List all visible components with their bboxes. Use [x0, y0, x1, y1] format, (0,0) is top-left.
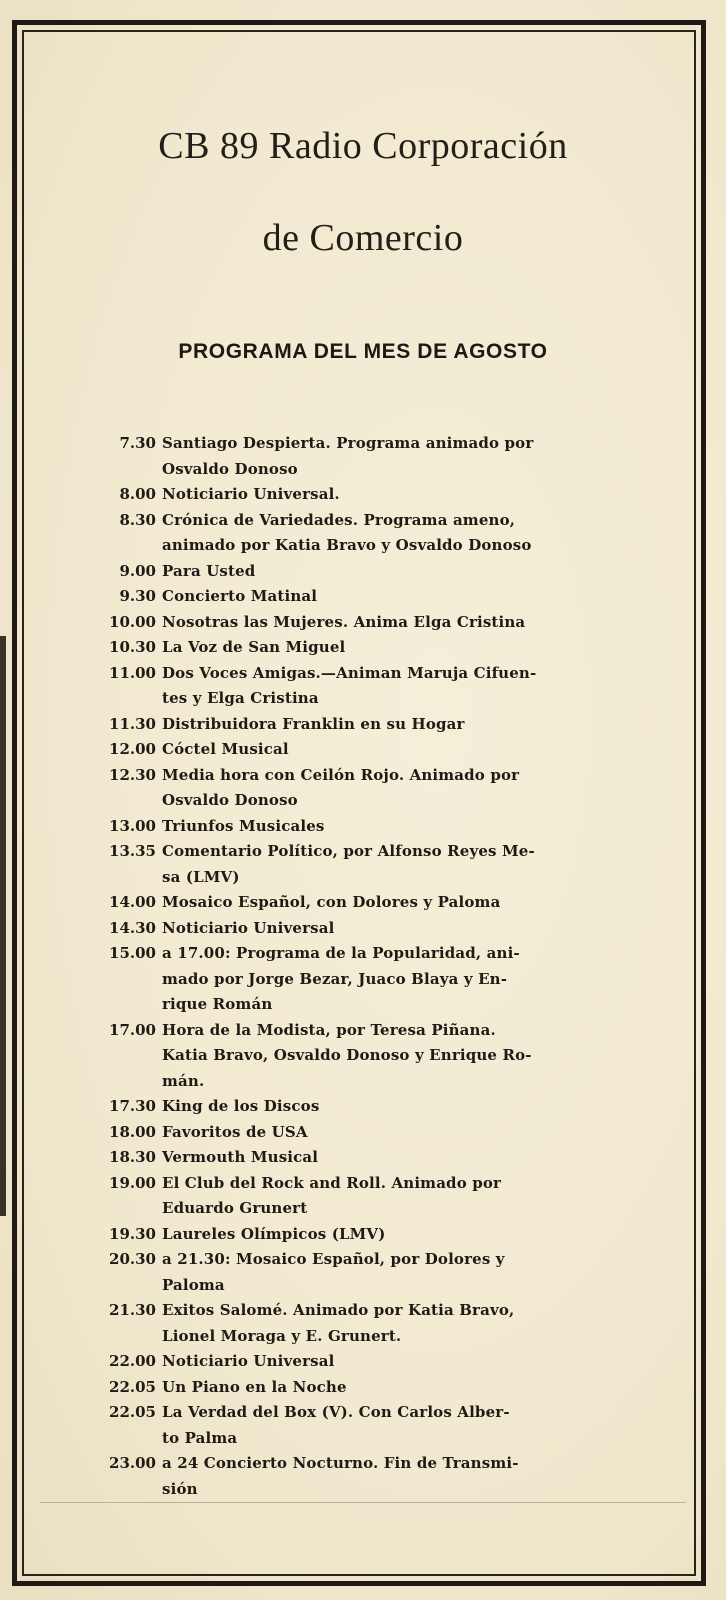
schedule-list [96, 431, 626, 1502]
schedule-time: 21.30 [109, 1301, 156, 1319]
schedule-description-line: Noticiario Universal. [162, 485, 340, 503]
schedule-time: 17.00 [109, 1020, 156, 1039]
schedule-time: 8.00 [119, 485, 156, 503]
schedule-description [162, 1298, 626, 1349]
schedule-description-line: Osvaldo Donoso [162, 459, 298, 478]
schedule-description [162, 1451, 626, 1502]
schedule-description-line: Concierto Matinal [162, 587, 318, 605]
schedule-description [162, 508, 626, 559]
schedule-item [96, 763, 626, 814]
station-title-line1: CB 89 Radio Corporación [158, 125, 568, 167]
schedule-description [162, 839, 626, 890]
schedule-description-line: Laureles Olímpicos (LMV) [162, 1224, 386, 1243]
bottom-divider [40, 1502, 686, 1503]
schedule-time: 13.35 [109, 842, 156, 860]
schedule-time: 9.00 [119, 561, 156, 580]
schedule-item [96, 916, 626, 942]
station-title-line2: de Comercio [262, 217, 464, 259]
schedule-time: 8.30 [119, 510, 156, 529]
schedule-time: 10.00 [109, 612, 156, 631]
schedule-description-line: to Palma [162, 1428, 238, 1447]
schedule-item [96, 559, 626, 585]
schedule-description [162, 712, 626, 738]
schedule-description-line: Noticiario Universal [162, 918, 335, 937]
schedule-description-line: Cóctel Musical [162, 740, 289, 758]
schedule-description-line: Paloma [162, 1275, 225, 1294]
schedule-description [162, 635, 626, 661]
schedule-time: 12.00 [109, 740, 156, 758]
schedule-time: 22.05 [109, 1377, 156, 1396]
schedule-item [96, 839, 626, 890]
schedule-description-line: Nosotras las Mujeres. Anima Elga Cristina [162, 612, 526, 631]
schedule-item [96, 1400, 626, 1451]
schedule-description [162, 584, 626, 610]
schedule-description [162, 941, 626, 1018]
schedule-description-line: Un Piano en la Noche [162, 1377, 347, 1396]
schedule-time: 11.30 [109, 714, 156, 733]
schedule-description-line: King de los Discos [162, 1097, 320, 1115]
schedule-description [162, 1375, 626, 1401]
schedule-item [96, 1222, 626, 1248]
schedule-item [96, 431, 626, 482]
schedule-description [162, 1349, 626, 1375]
schedule-description-line: Para Usted [162, 561, 256, 580]
schedule-description-line: Osvaldo Donoso [162, 791, 298, 809]
schedule-item [96, 712, 626, 738]
schedule-description-line: a 21.30: Mosaico Español, por Dolores y [162, 1250, 505, 1268]
schedule-description-line: sión [162, 1479, 198, 1498]
schedule-description-line: Exitos Salomé. Animado por Katia Bravo, [162, 1301, 515, 1319]
schedule-item [96, 1375, 626, 1401]
schedule-description-line: Santiago Despierta. Programa animado por [162, 434, 534, 452]
schedule-description-line: sa (LMV) [162, 867, 240, 886]
schedule-item [96, 508, 626, 559]
schedule-description [162, 559, 626, 585]
schedule-description-line: Comentario Político, por Alfonso Reyes Me- [162, 842, 535, 860]
schedule-description-line: mán. [162, 1071, 205, 1090]
schedule-description-line: Dos Voces Amigas.—Animan Maruja Cifuen- [162, 663, 537, 682]
schedule-time: 22.05 [109, 1403, 156, 1421]
schedule-time: 23.00 [109, 1454, 156, 1472]
schedule-time: 19.30 [109, 1224, 156, 1243]
schedule-time: 19.00 [109, 1173, 156, 1192]
schedule-description-line: tes y Elga Cristina [162, 689, 319, 707]
schedule-item [96, 941, 626, 1018]
schedule-description [162, 1120, 626, 1146]
schedule-item [96, 1247, 626, 1298]
schedule-item [96, 737, 626, 763]
schedule-time: 18.30 [109, 1148, 156, 1166]
schedule-description [162, 1247, 626, 1298]
schedule-description [162, 737, 626, 763]
schedule-item [96, 482, 626, 508]
schedule-item [96, 635, 626, 661]
schedule-description [162, 814, 626, 840]
schedule-description-line: Media hora con Ceilón Rojo. Animado por [162, 765, 520, 784]
schedule-description [162, 1145, 626, 1171]
schedule-description [162, 1400, 626, 1451]
schedule-item [96, 661, 626, 712]
schedule-description-line: Mosaico Español, con Dolores y Paloma [162, 893, 501, 911]
schedule-description-line: La Voz de San Miguel [162, 638, 346, 656]
schedule-time: 22.00 [109, 1352, 156, 1370]
schedule-description [162, 1222, 626, 1248]
schedule-time: 11.00 [109, 663, 156, 682]
schedule-description [162, 1094, 626, 1120]
schedule-time: 12.30 [109, 765, 156, 784]
adjacent-column-edge [0, 636, 6, 1216]
schedule-description-line: Favoritos de USA [162, 1122, 308, 1141]
schedule-description [162, 431, 626, 482]
schedule-item [96, 1171, 626, 1222]
schedule-time: 15.00 [109, 944, 156, 962]
schedule-item [96, 1018, 626, 1095]
schedule-description-line: Distribuidora Franklin en su Hogar [162, 714, 465, 733]
schedule-time: 7.30 [119, 434, 156, 452]
schedule-time: 17.30 [109, 1097, 156, 1115]
schedule-item [96, 890, 626, 916]
schedule-description [162, 661, 626, 712]
schedule-description-line: a 17.00: Programa de la Popularidad, ani- [162, 944, 520, 962]
schedule-description-line: La Verdad del Box (V). Con Carlos Alber- [162, 1403, 510, 1421]
schedule-item [96, 1120, 626, 1146]
schedule-description [162, 482, 626, 508]
schedule-description [162, 890, 626, 916]
schedule-time: 18.00 [109, 1122, 156, 1141]
schedule-description-line: Crónica de Variedades. Programa ameno, [162, 510, 516, 529]
schedule-time: 10.30 [109, 638, 156, 656]
schedule-description [162, 1171, 626, 1222]
schedule-description-line: animado por Katia Bravo y Osvaldo Donoso [162, 536, 532, 554]
schedule-description-line: Vermouth Musical [162, 1148, 319, 1166]
schedule-item [96, 1094, 626, 1120]
schedule-item [96, 1298, 626, 1349]
schedule-item [96, 610, 626, 636]
schedule-description-line: Lionel Moraga y E. Grunert. [162, 1326, 402, 1345]
schedule-description [162, 916, 626, 942]
schedule-description [162, 1018, 626, 1095]
schedule-description-line: a 24 Concierto Nocturno. Fin de Transmi- [162, 1454, 519, 1472]
schedule-time: 14.00 [109, 893, 156, 911]
schedule-time: 9.30 [119, 587, 156, 605]
schedule-time: 14.30 [109, 918, 156, 937]
schedule-description-line: Hora de la Modista, por Teresa Piñana. [162, 1020, 496, 1039]
program-heading: PROGRAMA DEL MES DE AGOSTO [178, 340, 548, 363]
schedule-item [96, 584, 626, 610]
schedule-description [162, 610, 626, 636]
schedule-item [96, 814, 626, 840]
schedule-description-line: Eduardo Grunert [162, 1199, 308, 1217]
schedule-description-line: Triunfos Musicales [162, 816, 325, 835]
schedule-item [96, 1349, 626, 1375]
schedule-description-line: El Club del Rock and Roll. Animado por [162, 1173, 502, 1192]
schedule-time: 13.00 [109, 816, 156, 835]
schedule-item [96, 1145, 626, 1171]
schedule-time: 20.30 [109, 1250, 156, 1268]
schedule-description-line: rique Román [162, 995, 273, 1013]
schedule-description-line: Noticiario Universal [162, 1352, 335, 1370]
schedule-description [162, 763, 626, 814]
schedule-description-line: Katia Bravo, Osvaldo Donoso y Enrique Ro- [162, 1046, 532, 1064]
schedule-description-line: mado por Jorge Bezar, Juaco Blaya y En- [162, 969, 508, 988]
schedule-item [96, 1451, 626, 1502]
